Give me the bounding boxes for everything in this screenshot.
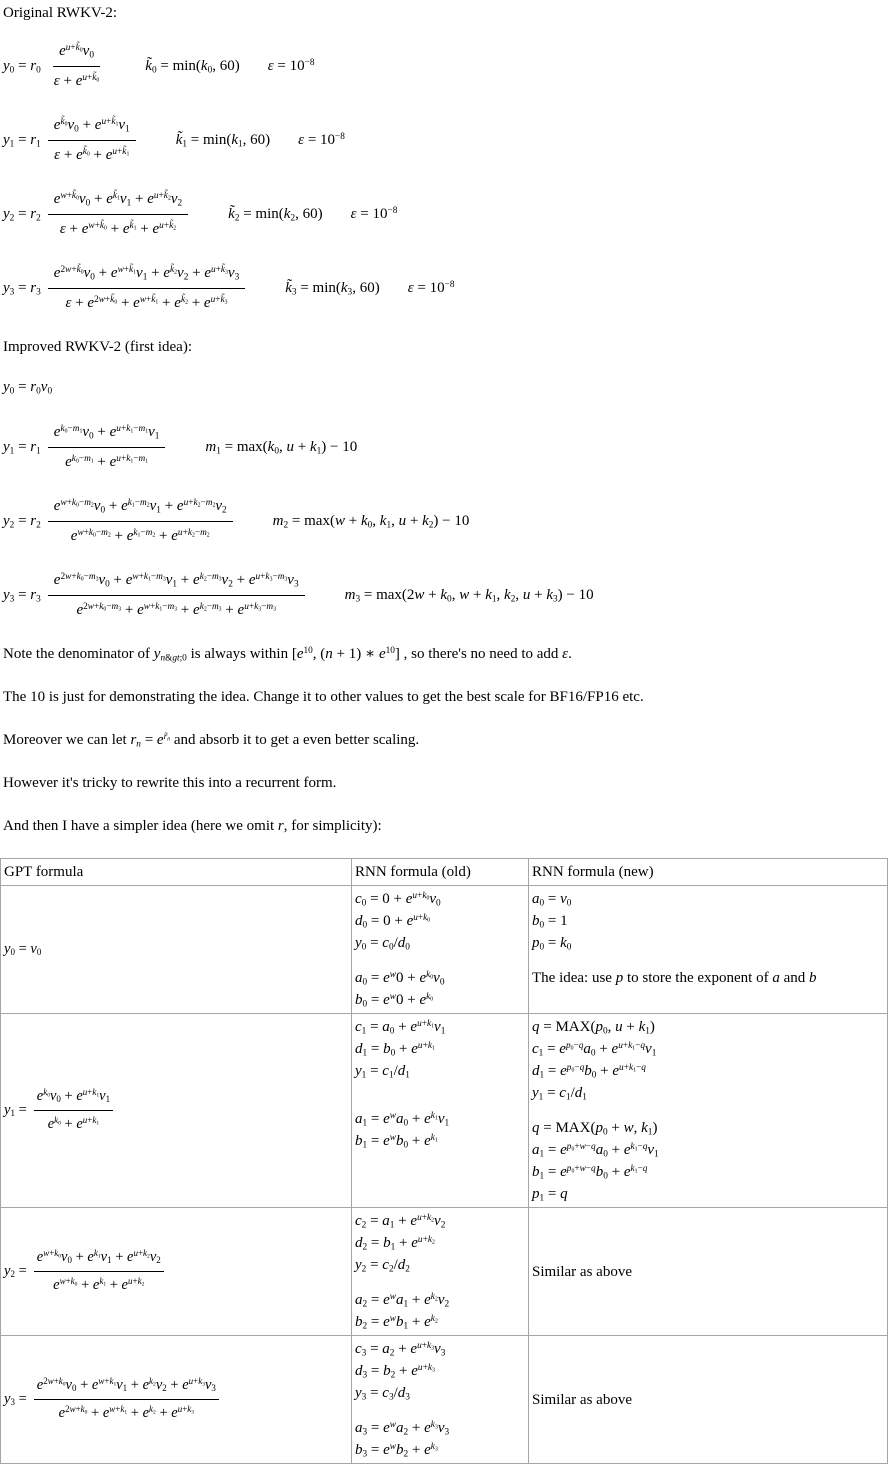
gpt-equation — [4, 1375, 348, 1424]
header-rnn-formula-new: RNN formula (new) — [529, 859, 888, 886]
equation-condition: $m_1 = \max(k_0$, $u + k_1) - 10$ — [205, 439, 358, 457]
equation-fraction — [34, 1375, 219, 1424]
fraction-numerator: $e^{2w+k̃_0}v_0 + e^{w+k̃_1}v_1 + e^{k̃_2}v_2 + e^{u+k̃_3}v_3$ — [48, 262, 245, 289]
rnn-new-cell — [529, 1336, 888, 1464]
rnn-new-cell — [529, 886, 888, 1014]
equation-condition: $m_2 = \max(w + k_0$, $k_1$, $u + k_2) - 10$ — [272, 513, 470, 531]
formula-line: $a_1 = e^{p_0+w-q}a_0 + e^{k_1-q}v_1$ — [532, 1141, 659, 1160]
improved-equations-group — [3, 374, 888, 622]
formula-line: $a_3 = e^wa_2 + e^{k_3}v_3$ — [355, 1419, 450, 1438]
formula-line: $y_1 = c_1/d_1$ — [355, 1063, 410, 1081]
equation-condition: $m_3 = \max(2w + k_0$, $w + k_1$, $k_2$, $u + k_3) - 10$ — [344, 587, 594, 605]
fraction-denominator: $\varepsilon + e^{u+k̃_0}$ — [53, 72, 100, 89]
fraction-denominator: $e^{w+k_0-m_2} + e^{k_1-m_2} + e^{u+k_2-m_2}$ — [70, 527, 210, 544]
equation-fraction — [48, 262, 245, 315]
gpt-formula-cell — [1, 1014, 352, 1208]
formula-line: $c_1 = a_0 + e^{u+k_1}v_1$ — [355, 1018, 446, 1037]
fraction-denominator: $e^{2w+k_0-m_3} + e^{w+k_1-m_3} + e^{k_2-m_3} + e^{u+k_3-m_3}$ — [76, 601, 276, 618]
equation-row — [3, 114, 888, 167]
fraction-numerator: $e^{u+k̃_0}v_0$ — [53, 40, 100, 67]
equation-row — [3, 262, 888, 315]
fraction-denominator: $\varepsilon + e^{2w+k̃_0} + e^{w+k̃_1} + e^{k̃_2} + e^{u+k̃_3}$ — [65, 294, 228, 311]
formula-line: $y_0 = c_0/d_0$ — [355, 935, 410, 953]
equation-lhs: $y_1 = r_1$ — [3, 439, 41, 457]
formula-line — [355, 1082, 525, 1095]
equation-lhs: $y_2 = r_2$ — [3, 513, 41, 531]
document-body — [0, 2, 888, 837]
equation-lhs: $y_3 = r_3$ — [3, 587, 41, 605]
equation-row — [3, 188, 888, 241]
gpt-equation — [4, 941, 348, 958]
equation-condition: $k̃_1 = \min(k_1$, 60) — [175, 132, 271, 150]
rnn-old-cell — [352, 1336, 529, 1464]
equation-fraction — [48, 188, 188, 241]
equation-epsilon: $\varepsilon = 10^{-8}$ — [267, 57, 315, 74]
formula-line: $c_0 = 0 + e^{u+k_0}v_0$ — [355, 890, 441, 909]
formula-line: $a_1 = e^wa_0 + e^{k_1}v_1$ — [355, 1110, 450, 1129]
formula-line: $c_3 = a_2 + e^{u+k_3}v_3$ — [355, 1340, 446, 1359]
equation-fraction — [48, 569, 305, 622]
original-equations-group — [3, 40, 888, 315]
formula-line: $a_2 = e^wa_1 + e^{k_2}v_2$ — [355, 1291, 450, 1310]
formula-line: $d_1 = b_0 + e^{u+k_1}$ — [355, 1040, 435, 1059]
equation-row — [3, 495, 888, 548]
formula-line: $a_0 = v_0$ — [532, 891, 572, 909]
formula-line: $b_0 = e^w0 + e^{k_0}$ — [355, 991, 434, 1010]
gpt-equation — [4, 1247, 348, 1296]
formula-line: $d_1 = e^{p_0-q}b_0 + e^{u+k_1-q}$ — [532, 1062, 646, 1081]
equation-condition: $k̃_2 = \min(k_2$, 60) — [228, 206, 323, 224]
fraction-denominator: $e^{k_0-m_1} + e^{u+k_1-m_1}$ — [65, 453, 149, 470]
formula-line: $a_0 = e^w0 + e^{k_0}v_0$ — [355, 969, 445, 988]
table-row — [1, 1336, 888, 1464]
gpt-formula-cell — [1, 886, 352, 1014]
formula-line: $b_2 = e^wb_1 + e^{k_2}$ — [355, 1313, 438, 1332]
fraction-numerator: $e^{k_0}v_0 + e^{u+k_1}v_1$ — [34, 1086, 113, 1111]
fraction-denominator: $\varepsilon + e^{k̃_0} + e^{u+k̃_1}$ — [54, 146, 130, 163]
formula-line — [355, 1404, 525, 1417]
formula-line: $y_2 = c_2/d_2$ — [355, 1257, 410, 1275]
equation-fraction — [34, 1086, 113, 1135]
formula-line: $d_3 = b_2 + e^{u+k_3}$ — [355, 1362, 435, 1381]
fraction-denominator: $\varepsilon + e^{w+k̃_0} + e^{k̃_1} + e^{u+k̃_2}$ — [59, 220, 177, 237]
formula-line: $p_0 = k_0$ — [532, 935, 572, 953]
rnn-old-cell — [352, 1014, 529, 1208]
improved-section-title: Improved RWKV-2 (first idea): — [3, 339, 192, 355]
equation-row — [3, 569, 888, 622]
equation-lhs: $y_1 = r_1$ — [3, 132, 41, 150]
equation-row — [3, 421, 888, 474]
formula-line: $y_3 = c_3/d_3$ — [355, 1385, 410, 1403]
original-section-title: Original RWKV-2: — [3, 5, 118, 21]
formula-line: Similar as above — [532, 1263, 632, 1280]
formula-line: $y_1 = c_1/d_1$ — [532, 1085, 587, 1103]
equation-fraction — [34, 1247, 164, 1296]
rnn-new-cell — [529, 1014, 888, 1208]
rnn-old-cell — [352, 886, 529, 1014]
formula-line — [355, 1276, 525, 1289]
formula-line: The idea: use p to store the exponent of a and b — [532, 970, 817, 986]
formula-line — [355, 1095, 525, 1108]
header-rnn-formula-old: RNN formula (old) — [352, 859, 529, 886]
formula-line — [532, 954, 884, 967]
note-paragraph: Moreover we can let $r_n = e^{r̃_n}$ and absorb it to get a even better scaling. — [3, 731, 420, 750]
formula-line: $b_1 = e^wb_0 + e^{k_1}$ — [355, 1132, 438, 1151]
formula-line: $d_0 = 0 + e^{u+k_0}$ — [355, 912, 431, 931]
formula-comparison-table — [0, 858, 888, 1464]
note-paragraph: And then I have a simpler idea (here we omit r, for simplicity): — [3, 818, 382, 834]
fraction-numerator: $e^{k̃_0}v_0 + e^{u+k̃_1}v_1$ — [48, 114, 136, 141]
gpt-equation — [4, 1086, 348, 1135]
table-row — [1, 1208, 888, 1336]
equation-epsilon: $\varepsilon = 10^{-8}$ — [407, 279, 455, 296]
formula-line: $d_2 = b_1 + e^{u+k_2}$ — [355, 1234, 435, 1253]
note-paragraph: The 10 is just for demonstrating the idea. Change it to other values to get the best scale for BF16/FP16 etc. — [3, 689, 644, 705]
equation-condition: $k̃_3 = \min(k_3$, 60) — [285, 280, 380, 298]
equation-epsilon: $\varepsilon = 10^{-8}$ — [350, 205, 398, 222]
equation-lhs: $y_2$ = — [4, 1263, 27, 1280]
formula-line: $c_1 = e^{p_0-q}a_0 + e^{u+k_1-q}v_1$ — [532, 1040, 657, 1059]
table-header-row — [1, 859, 888, 886]
equation-lhs: $y_0 = v_0$ — [4, 941, 42, 958]
note-paragraph: Note the denominator of $y_{n\&gt;0}$ is always within [$e^{10}$, (n + 1) ∗ $e^{10}$] , so there's no need to add ε. — [3, 645, 572, 664]
gpt-formula-cell — [1, 1208, 352, 1336]
equation-lhs: $y_2 = r_2$ — [3, 206, 41, 224]
formula-line — [532, 1104, 884, 1117]
equation-fraction — [48, 495, 233, 548]
fraction-numerator: $e^{w+k̃_0}v_0 + e^{k̃_1}v_1 + e^{u+k̃_2}v_2$ — [48, 188, 188, 215]
header-gpt-formula: GPT formula — [1, 859, 352, 886]
fraction-numerator: $e^{w+k_0}v_0 + e^{k_1}v_1 + e^{u+k_2}v_2$ — [34, 1247, 164, 1272]
table-row — [1, 1014, 888, 1208]
equation-fraction — [48, 40, 105, 93]
equation-row — [3, 40, 888, 93]
formula-line — [355, 954, 525, 967]
equation-fraction — [48, 114, 136, 167]
equation-lhs: $y_1$ = — [4, 1102, 27, 1119]
fraction-numerator: $e^{k_0-m_1}v_0 + e^{u+k_1-m_1}v_1$ — [48, 421, 166, 448]
fraction-denominator: $e^{k_0} + e^{u+k_1}$ — [47, 1115, 100, 1132]
fraction-numerator: $e^{2w+k_0-m_3}v_0 + e^{w+k_1-m_3}v_1 + e^{k_2-m_3}v_2 + e^{u+k_3-m_3}v_3$ — [48, 569, 305, 596]
fraction-denominator: $e^{2w+k_0} + e^{w+k_1} + e^{k_2} + e^{u+k_3}$ — [58, 1404, 195, 1421]
formula-line: $b_3 = e^wb_2 + e^{k_3}$ — [355, 1441, 438, 1460]
note-paragraph: However it's tricky to rewrite this into a recurrent form. — [3, 775, 337, 791]
equation-lhs: $y_0 = r_0v_0$ — [3, 378, 53, 396]
formula-line: $c_2 = a_1 + e^{u+k_2}v_2$ — [355, 1212, 446, 1231]
table-row — [1, 886, 888, 1014]
equation-row — [3, 374, 888, 400]
formula-line: $b_0 = 1$ — [532, 913, 568, 931]
fraction-numerator: $e^{2w+k_0}v_0 + e^{w+k_1}v_1 + e^{k_2}v_2 + e^{u+k_3}v_3$ — [34, 1375, 219, 1400]
gpt-formula-cell — [1, 1336, 352, 1464]
formula-line: $b_1 = e^{p_0+w-q}b_0 + e^{k_1-q}$ — [532, 1163, 648, 1182]
equation-fraction — [48, 421, 166, 474]
fraction-numerator: $e^{w+k_0-m_2}v_0 + e^{k_1-m_2}v_1 + e^{u+k_2-m_2}v_2$ — [48, 495, 233, 522]
rnn-old-cell — [352, 1208, 529, 1336]
notes-group — [3, 643, 888, 837]
formula-line: Similar as above — [532, 1391, 632, 1408]
fraction-denominator: $e^{w+k_0} + e^{k_1} + e^{u+k_2}$ — [53, 1276, 145, 1293]
equation-lhs: $y_3$ = — [4, 1391, 27, 1408]
formula-line: $p_1 = q$ — [532, 1186, 568, 1204]
equation-condition: $k̃_0 = \min(k_0$, 60) — [145, 58, 240, 76]
formula-line: $q = MAX(p_0$, $u + k_1$) — [532, 1019, 655, 1037]
rnn-new-cell — [529, 1208, 888, 1336]
formula-line: $q = MAX(p_0 + w$, $k_1$) — [532, 1120, 658, 1138]
equation-lhs: $y_0 = r_0$ — [3, 58, 41, 76]
equation-lhs: $y_3 = r_3$ — [3, 280, 41, 298]
equation-epsilon: $\varepsilon = 10^{-8}$ — [298, 131, 345, 148]
